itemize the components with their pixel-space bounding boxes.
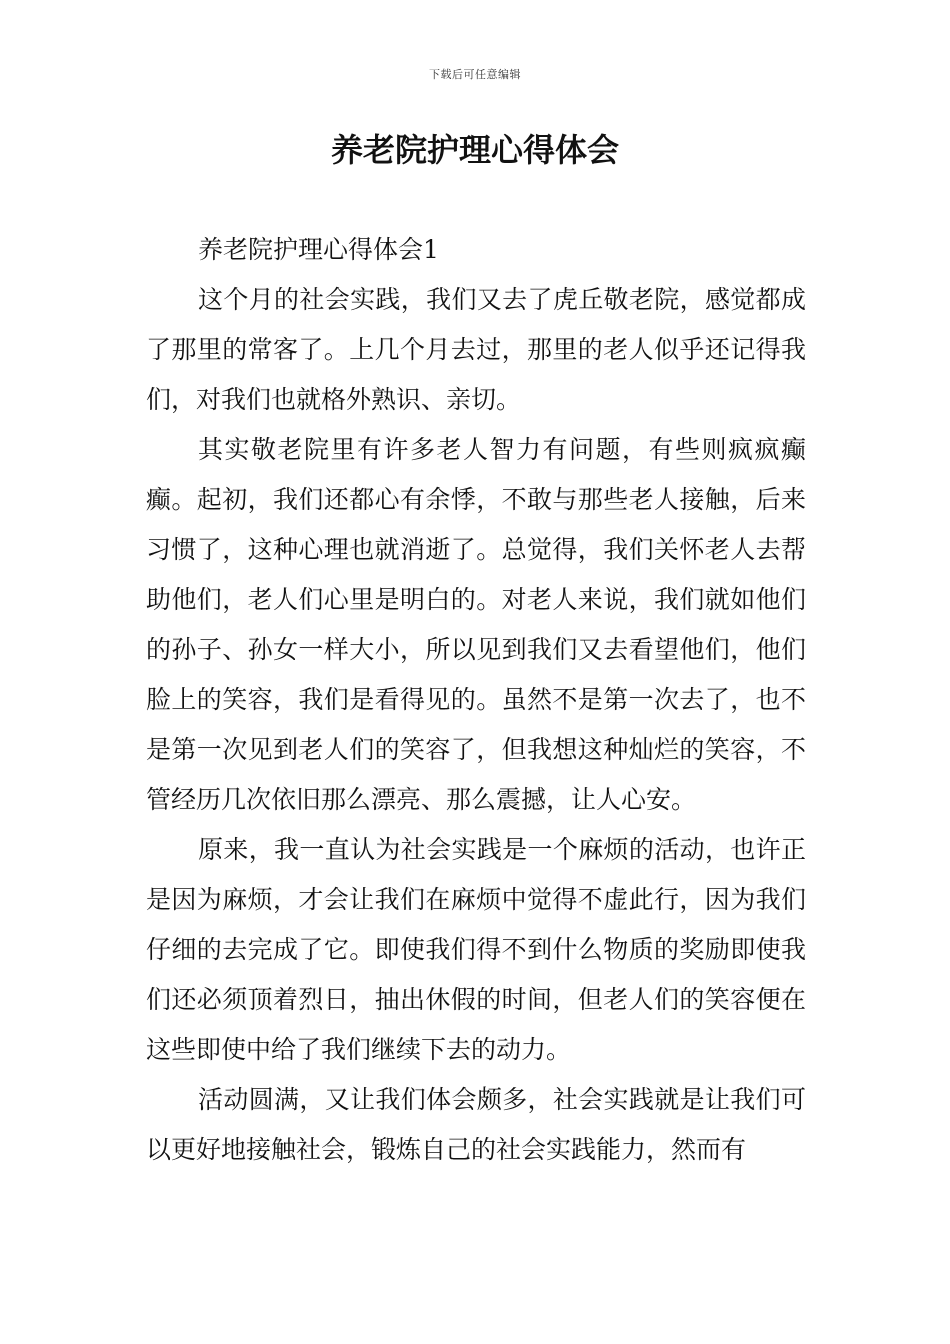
document-title: 养老院护理心得体会 [330,131,619,169]
paragraph: 这个月的社会实践，我们又去了虎丘敬老院，感觉都成了那里的常客了。上几个月去过，那里的老人似乎还记得我们，对我们也就格外熟识、亲切。 [146,285,806,414]
document-body [146,225,806,1175]
paragraph: 活动圆满，又让我们体会颇多，社会实践就是让我们可以更好地接触社会，锻炼自己的社会实践能力，然而有 [146,1085,806,1164]
paragraph: 其实敬老院里有许多老人智力有问题，有些则疯疯癫癫。起初，我们还都心有余悸，不敢与那些老人接触，后来习惯了，这种心理也就消逝了。总觉得，我们关怀老人去帮助他们，老人们心里是明白的。对老人来说，我们就如他们的孙子、孙女一样大小，所以见到我们又去看望他们，他们脸上的笑容，我们是看得见的。虽然不是第一次去了，也不是第一次见到老人们的笑容了，但我想这种灿烂的笑容，不管经历几次依旧那么漂亮、那么震撼，让人心安。 [146,435,806,814]
header-note: 下载后可任意编辑 [429,68,521,81]
section-heading: 养老院护理心得体会1 [198,235,439,264]
paragraph: 原来，我一直认为社会实践是一个麻烦的活动，也许正是因为麻烦，才会让我们在麻烦中觉得不虚此行，因为我们仔细的去完成了它。即使我们得不到什么物质的奖励即使我们还必须顶着烈日，抽出休假的时间，但老人们的笑容便在这些即使中给了我们继续下去的动力。 [146,835,806,1064]
